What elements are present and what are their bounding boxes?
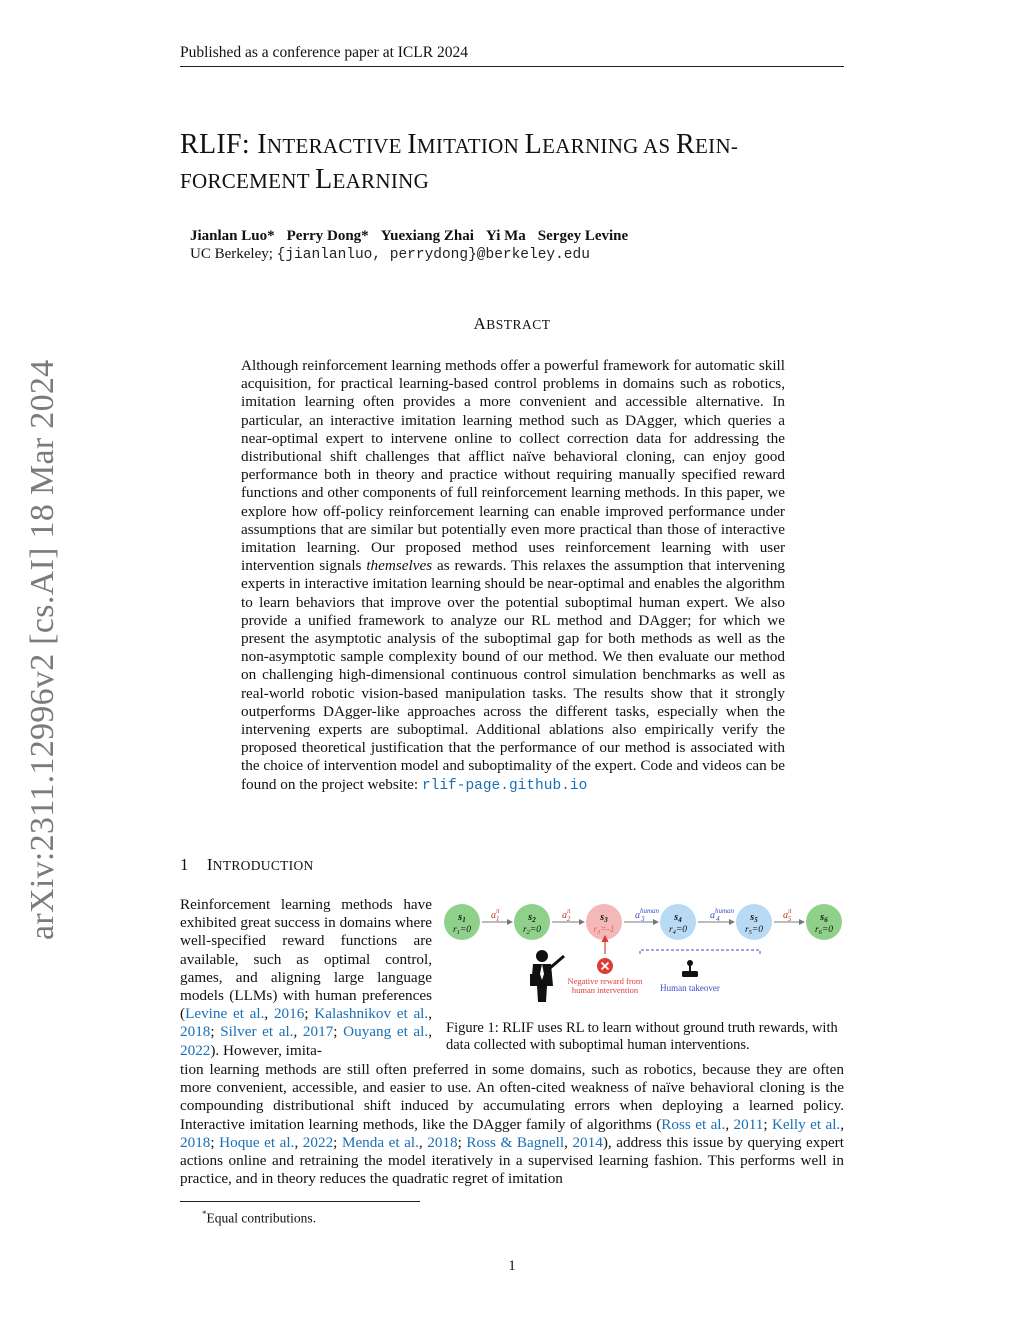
citation-link[interactable]: Hoque et al. xyxy=(219,1133,295,1151)
state-node xyxy=(444,904,480,940)
citation-link[interactable]: 2016 xyxy=(273,1005,305,1023)
state-node xyxy=(586,904,622,940)
takeover-bracket xyxy=(640,950,760,954)
intro-paragraph-full: tion learning methods are still often preferred in some domains, such as robotics, because they are often more convenient, accessible, and easier to use. An often-cited weakness of naïve behavioral cloning is the compounding distributional shift induced by accumulating errors when deploying a learned policy. Interactive imitation learning methods, like the DAgger family of algorithms (Ross et al., 2011; Kelly et al., 2018; Hoque et al., 2022; Menda et al., 2018; Ross & Bagnell, 2014), address this issue by querying expert actions online and retraining the model iteratively in a supervised learning fashion. This performs well in practice, and in theory reduces the quadratic regret of imitation xyxy=(180,1061,845,1188)
author-name: Jianlan Luo* xyxy=(190,228,275,244)
citation-link[interactable]: 2011 xyxy=(733,1115,764,1133)
negative-reward-label-line2: human intervention xyxy=(571,985,639,995)
running-header: Published as a conference paper at ICLR 2024 xyxy=(180,44,468,61)
reward-label: $r_3=-1$ xyxy=(593,925,615,936)
state-node xyxy=(660,904,696,940)
action-label: $a^{human}$ 4 xyxy=(710,907,735,923)
citation-link[interactable]: Kalashnikov et al. xyxy=(314,1005,429,1023)
state-label: $s_6$ xyxy=(820,912,828,924)
header-rule xyxy=(180,66,844,67)
action-label: $a^\pi$ 2 xyxy=(562,907,571,923)
author-name: Perry Dong* xyxy=(286,228,369,244)
author-list xyxy=(190,228,640,245)
citation-link[interactable]: 2022 xyxy=(180,1041,211,1059)
abstract-heading: ABSTRACT xyxy=(473,314,551,333)
arxiv-identifier: arXiv:2311.12996v2 [cs.AI] 18 Mar 2024 xyxy=(24,359,61,940)
affiliation: UC Berkeley; {jianlanluo, perrydong}@berkeley.edu xyxy=(190,246,590,263)
human-teacher-icon xyxy=(530,950,564,1002)
citation-link[interactable]: Kelly et al. xyxy=(771,1115,841,1133)
state-node xyxy=(806,904,842,940)
reward-label: $r_2=0$ xyxy=(522,925,542,936)
action-label: $a^{human}$ 3 xyxy=(635,907,660,923)
reward-label: $r_5=0$ xyxy=(744,925,764,936)
state-node xyxy=(514,904,550,940)
figure-1-caption: Figure 1: RLIF uses RL to learn without ground truth rewards, with data collected with suboptimal human interventions. xyxy=(446,1020,838,1053)
citation-link[interactable]: 2014 xyxy=(572,1133,603,1151)
citation-link[interactable]: Ouyang et al. xyxy=(343,1023,429,1041)
state-label: $s_4$ xyxy=(674,912,682,924)
figure-1-diagram xyxy=(442,898,846,1006)
author-name: Yi Ma xyxy=(485,228,526,244)
action-label: $a^\pi$ 1 xyxy=(491,907,500,923)
reward-label: $r_4=0$ xyxy=(668,925,688,936)
abstract-text: Although reinforcement learning methods offer a powerful framework for automatic skill acquisition, for practical learning-based control problems in domains such as robotics, imitation learning often provides a more convenient and accessible alternative. In particular, an interactive imitation learning method such as DAgger, which queries a near-optimal expert to intervene online to collect correction data for addressing the distributional shift challenges that afflict naïve behavioral cloning, can enjoy good performance both in theory and practice without requiring manually specified reward functions and other components of full reinforcement learning methods. In this paper, we explore how off-policy reinforcement learning can enable improved performance under assumptions that are similar but potentially even more practical than those of interactive imitation learning. Our proposed method uses reinforcement learning with user intervention signals themselves as rewards. This relaxes the assumption that intervening experts in interactive imitation learning should be near-optimal and enables the algorithm to learn behaviors that improve over the potential suboptimal human expert. We also provide a unified framework to analyze our RL method and DAgger; for which we present the asymptotic analysis of the suboptimal gap for both methods as well as the non-asymptotic sample complexity bound of our method. We then evaluate our method on challenging high-dimensional continuous control simulation benchmarks as well as real-world robotic vision-based manipulation tasks. The results show that it strongly outperforms DAgger-like approaches across the different tasks, especially when the intervening experts are suboptimal. Additional ablations also empirically verify the proposed theoretical justification that the performance of our method is associated with the choice of intervention model and suboptimality of the expert. Code and videos can be found on the project website: rlif-page.github.io xyxy=(241,357,786,794)
citation-link[interactable]: Menda et al. xyxy=(341,1133,419,1151)
citation-link[interactable]: Ross & Bagnell xyxy=(466,1133,565,1151)
negative-reward-label-line1: Negative reward from xyxy=(567,976,643,986)
reward-label: $r_6=0$ xyxy=(814,925,834,936)
intro-paragraph-wrapped: Reinforcement learning methods have exhibited great success in domains where well-specified reward functions are available, such as optimal control, games, and aligning large language models (LLMs) with human preferences (Levine et al., 2016; Kalashnikov et al., 2018; Silver et al., 2017; Ouyang et al., 2022). However, imita- xyxy=(180,896,432,1059)
joystick-icon xyxy=(682,960,698,977)
author-name: Yuexiang Zhai xyxy=(380,228,474,244)
negative-reward-icon xyxy=(597,958,613,974)
state-label: $s_1$ xyxy=(458,912,466,924)
citation-link[interactable]: Ross et al. xyxy=(661,1115,726,1133)
citation-link[interactable]: 2018 xyxy=(180,1133,211,1151)
citation-link[interactable]: Silver et al. xyxy=(220,1023,294,1041)
footnote-rule xyxy=(180,1201,420,1202)
citation-link[interactable]: 2018 xyxy=(180,1023,211,1041)
page-number: 1 xyxy=(508,1258,516,1274)
paper-title: RLIF: INTERACTIVE IMITATION LEARNING AS REIN- FORCEMENT LEARNING xyxy=(180,129,739,195)
citation-link[interactable]: 2018 xyxy=(427,1133,458,1151)
state-label: $s_3$ xyxy=(600,912,608,924)
author-emails: {jianlanluo, perrydong}@berkeley.edu xyxy=(276,247,590,263)
action-label: $a^\pi$ 5 xyxy=(783,907,792,923)
author-name: Sergey Levine xyxy=(537,228,629,244)
section-heading-introduction: 1 INTRODUCTION xyxy=(180,855,314,874)
state-label: $s_5$ xyxy=(750,912,758,924)
citation-link[interactable]: Levine et al. xyxy=(185,1005,265,1023)
footnote: *Equal contributions. xyxy=(202,1209,316,1226)
human-takeover-label: Human takeover xyxy=(660,983,720,993)
citation-link[interactable]: 2017 xyxy=(302,1023,334,1041)
project-website-link[interactable]: rlif-page.github.io xyxy=(421,777,588,794)
state-label: $s_2$ xyxy=(528,912,536,924)
state-node xyxy=(736,904,772,940)
reward-label: $r_1=0$ xyxy=(452,925,472,936)
citation-link[interactable]: 2022 xyxy=(302,1133,334,1151)
